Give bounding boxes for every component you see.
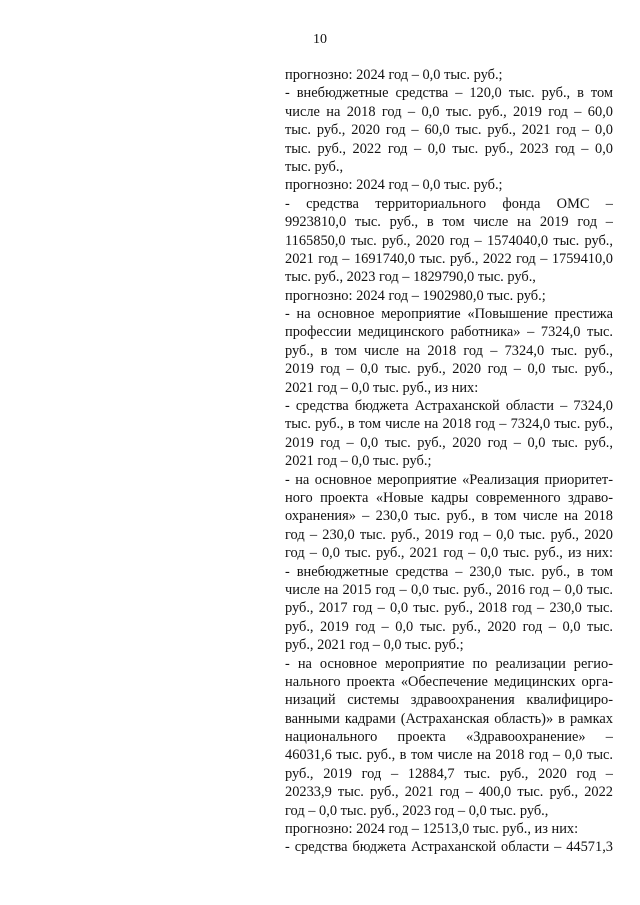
text-line: охранения» – 230,0 тыс. руб., в том числе на 2018 (285, 508, 613, 525)
text-line: руб., 2017 год – 0,0 тыс. руб., 2018 год – 230,0 тыс. (285, 600, 613, 617)
text-line: ванными кадрами (Астраханская область)» в рамках (285, 710, 613, 727)
document-body (285, 66, 613, 857)
text-line: прогнозно: 2024 год – 1902980,0 тыс. руб.; (285, 287, 546, 304)
text-line: 9923810,0 тыс. руб., в том числе на 2019 год – (285, 214, 613, 231)
text-line: ного проекта «Новые кадры современного здраво- (285, 489, 613, 506)
text-line: - внебюджетные средства – 230,0 тыс. руб., в том (285, 563, 613, 580)
text-line: тыс. руб., 2022 год – 0,0 тыс. руб., 2023 год – 0,0 (285, 140, 613, 157)
text-line: прогнозно: 2024 год – 0,0 тыс. руб.; (285, 67, 503, 83)
text-line: профессии медицинского работника» – 7324,0 тыс. (285, 324, 613, 341)
text-line: руб., 2021 год – 0,0 тыс. руб.; (285, 637, 464, 654)
page-number: 10 (313, 32, 327, 47)
text-line: 2019 год – 0,0 тыс. руб., 2020 год – 0,0 тыс. руб., (285, 361, 613, 378)
text-line: 20233,9 тыс. руб., 2021 год – 400,0 тыс. руб., 2022 (285, 784, 613, 801)
text-line: тыс. руб., (285, 158, 344, 175)
text-line: прогнозно: 2024 год – 0,0 тыс. руб.; (285, 177, 503, 194)
text-line: нального проекта «Обеспечение медицинских орга- (285, 673, 613, 690)
text-line: 2021 год – 0,0 тыс. руб.; (285, 453, 432, 470)
text-line: тыс. руб., в том числе на 2018 год – 7324,0 тыс. руб., (285, 416, 613, 433)
text-line: - средства бюджета Астраханской области – 7324,0 (285, 398, 613, 415)
text-line: руб., 2019 год – 12884,7 тыс. руб., 2020 год – (285, 765, 613, 782)
text-line: тыс. руб., 2023 год – 1829790,0 тыс. руб., (285, 269, 536, 286)
text-line: - на основное мероприятие «Реализация приоритет- (285, 471, 613, 488)
text-line: - внебюджетные средства – 120,0 тыс. руб., в том (285, 85, 613, 102)
text-line: 2021 год – 0,0 тыс. руб., из них: (285, 379, 479, 396)
text-line: - на основное мероприятие «Повышение престижа (285, 306, 613, 323)
text-line: 2019 год – 0,0 тыс. руб., 2020 год – 0,0 тыс. руб., (285, 434, 613, 451)
text-line: - средства бюджета Астраханской области – 44571,3 (285, 839, 613, 856)
text-line: прогнозно: 2024 год – 12513,0 тыс. руб., из них: (285, 821, 579, 838)
text-line: национального проекта «Здравоохранение» – (285, 729, 613, 746)
text-line: руб., в том числе на 2018 год – 7324,0 тыс. руб., (285, 342, 613, 359)
text-line: низаций системы здравоохранения квалифициро- (285, 692, 613, 709)
text-line: числе на 2018 год – 0,0 тыс. руб., 2019 год – 60,0 (285, 103, 613, 120)
text-line: числе на 2015 год – 0,0 тыс. руб., 2016 год – 0,0 тыс. (285, 581, 613, 598)
text-line: - средства территориального фонда ОМС – (285, 195, 613, 212)
text-line: - на основное мероприятие по реализации регио- (285, 655, 613, 672)
text-line: год – 230,0 тыс. руб., 2019 год – 0,0 тыс. руб., 2020 (285, 526, 613, 543)
text-line: тыс. руб., 2020 год – 60,0 тыс. руб., 2021 год – 0,0 (285, 122, 613, 139)
text-line: 2021 год – 1691740,0 тыс. руб., 2022 год – 1759410,0 (285, 250, 613, 267)
text-line: 1165850,0 тыс. руб., 2020 год – 1574040,0 тыс. руб., (285, 232, 613, 249)
text-line: руб., 2019 год – 0,0 тыс. руб., 2020 год – 0,0 тыс. (285, 618, 613, 635)
text-line: год – 0,0 тыс. руб., 2023 год – 0,0 тыс. руб., (285, 802, 549, 819)
text-line: 46031,6 тыс. руб., в том числе на 2018 год – 0,0 тыс. (285, 747, 613, 764)
text-line: год – 0,0 тыс. руб., 2021 год – 0,0 тыс. руб., из них: (285, 545, 613, 562)
